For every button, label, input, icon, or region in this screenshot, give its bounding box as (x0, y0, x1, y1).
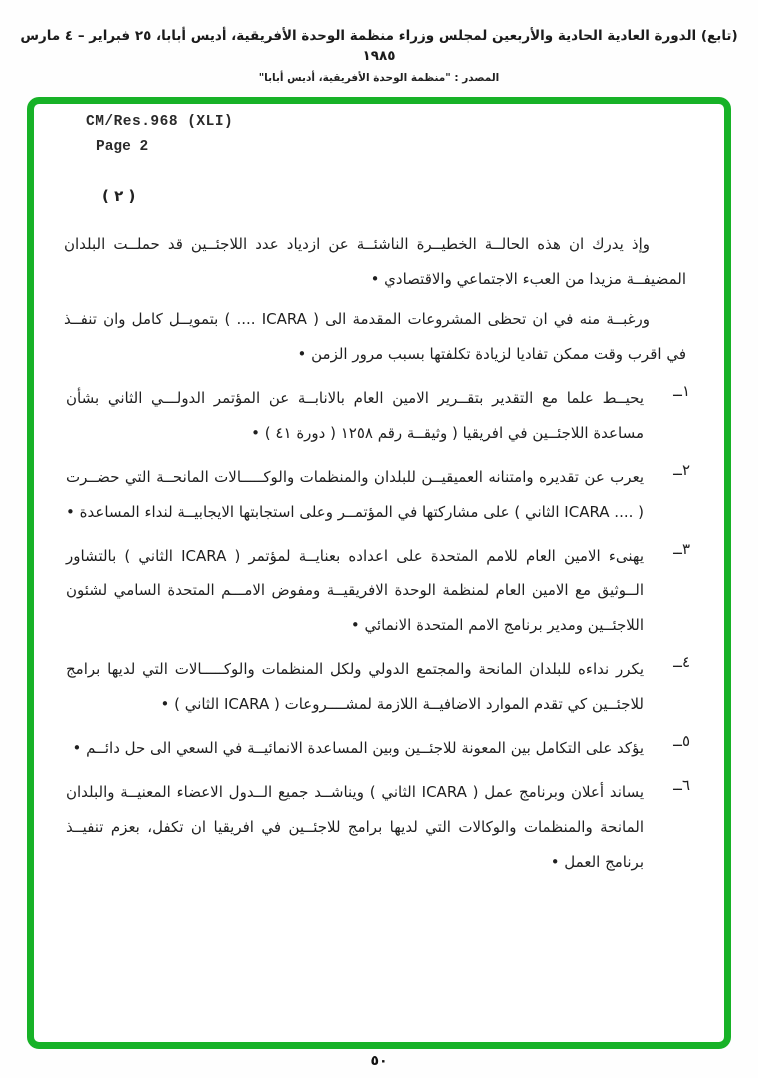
resolution-item (64, 775, 690, 880)
page-header (0, 0, 758, 84)
preamble-paragraph: ورغبــة منه في ان تحظى المشروعات المقدمة الى ( ICARA .... ) بتمويــل كامل وان تنفــذ في اقرب وقت ممكن تفاديا لزيادة تكلفتها بسبب مرور الزمن • (64, 309, 686, 363)
item-text: يؤكد على التكامل بين المعونة للاجئــين وبين المساعدة الانمائيــة في السعي الى حل دائــم • (72, 739, 644, 758)
item-text: يهنىء الامين العام للامم المتحدة على اعداده بعنايــة لمؤتمر ( ICARA الثاني ) بالتشاور الــوثيق مع الامين العام لمنظمة الوحدة الافريقيــة ومفوض الامـــم المتحدة السامي لشئون اللاجئــين ومدير برنامج الامم المتحدة الانمائي • (66, 546, 644, 635)
document-reference: CM/Res.968 (XLI) (86, 114, 234, 130)
item-number: ٤ــ (673, 653, 690, 672)
preamble-paragraph: وإذ يدرك ان هذه الحالــة الخطيــرة الناشئــة عن ازدياد عدد اللاجئــين قد حملــت البلدان المضيفــة مزيدا من العبء الاجتماعي والاقتصادي • (64, 235, 686, 288)
section-number: ( ٢ ) (102, 187, 136, 205)
item-number: ١ــ (673, 381, 690, 400)
item-text: يحيــط علما مع التقدير بتقــرير الامين العام بالانابــة عن المؤتمر الدولـــي الثاني بشأن مساعدة اللاجئــين في افريقيا ( وثيقــة رقم ١٢٥٨ ( دورة ٤١ ) • (66, 388, 644, 442)
resolution-item (64, 652, 690, 722)
resolution-item (64, 460, 690, 530)
item-number: ٥ــ (673, 732, 690, 751)
resolution-item (64, 731, 690, 766)
resolution-item (64, 381, 690, 451)
item-text: يكرر نداءه للبلدان المانحة والمجتمع الدولي ولكل المنظمات والوكـــــالات التي لديها برامج للاجئــين كي تقدم الموارد الاضافيــة اللازمة لمشــــروعات ( ICARA الثاني ) • (66, 660, 644, 714)
item-text: يساند أعلان وبرنامج عمل ( ICARA الثاني ) ويناشــد جميع الــدول الاعضاء المعنيــة والبلدان المانحة والمنظمات والوكالات التي لديها برامج للاجئــين في افريقيا ان تكفل، بعزم تنفيــذ برنامج العمل • (66, 783, 644, 871)
item-number: ٦ــ (673, 776, 690, 795)
item-number: ٢ــ (673, 460, 690, 479)
header-session-line: (تابع) الدورة العادية الحادية والأربعين لمجلس وزراء منظمة الوحدة الأفريقية، أديس أبابا، ٢٥ فبراير – ٤ مارس ١٩٨٥ (20, 28, 738, 65)
item-text: يعرب عن تقديره وامتنانه العميقيــن للبلدان والمنظمات والوكـــــالات المانحــة التي حضــرت ( .... ICARA الثاني ) على مشاركتها في المؤتمــر وعلى استجابتها الايجابيــة لنداء المساعدة • (66, 467, 644, 521)
item-number: ٣ــ (673, 539, 690, 558)
resolution-item (64, 539, 690, 644)
footer-page-number: ٥٠ (370, 1053, 388, 1069)
resolution-body (64, 227, 690, 880)
document-frame (27, 97, 731, 1049)
page-label: Page 2 (96, 139, 149, 155)
header-source-line: المصدر : "منظمة الوحدة الأفريقية، أديس أبابا" (258, 71, 500, 84)
